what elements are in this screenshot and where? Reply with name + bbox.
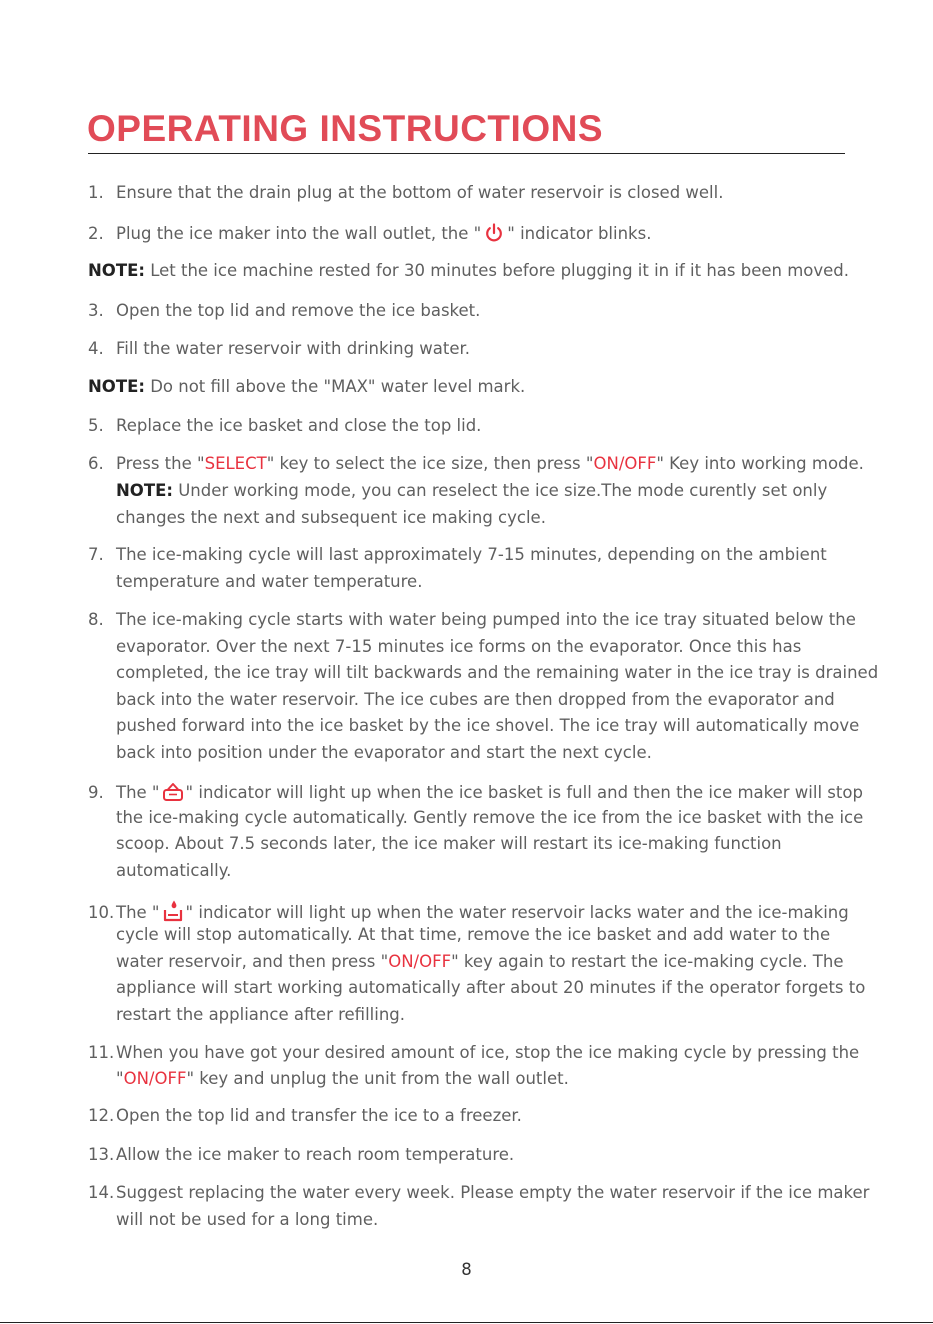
- step-text: " key and unplug the unit from the wall outlet.: [186, 1069, 569, 1088]
- step-text: Ensure that the drain plug at the bottom of water reservoir is closed well.: [116, 183, 724, 202]
- step-text: scoop. About 7.5 seconds later, the ice maker will restart its ice-making function: [116, 834, 782, 853]
- instruction-7: [88, 545, 827, 565]
- step-number: 1.: [88, 183, 104, 202]
- instruction-10-cont: [116, 978, 865, 998]
- instruction-6-note: [116, 481, 827, 501]
- step-text: Plug the ice maker into the wall outlet, the ": [116, 224, 482, 243]
- note-label: NOTE:: [116, 481, 173, 500]
- step-number: 13.: [88, 1145, 115, 1164]
- step-text: automatically.: [116, 861, 232, 880]
- instruction-9-cont: [116, 808, 863, 828]
- step-number: 14.: [88, 1183, 115, 1202]
- step-text: The ice-making cycle starts with water being pumped into the ice tray situated below the: [116, 610, 856, 629]
- step-text: will not be used for a long time.: [116, 1210, 379, 1229]
- instruction-11-cont: [116, 1069, 569, 1089]
- instruction-8-cont: [116, 637, 801, 657]
- note-label: NOTE:: [88, 261, 145, 280]
- step-text: Open the top lid and remove the ice basket.: [116, 301, 481, 320]
- ice-full-icon: [162, 781, 184, 808]
- instruction-8-cont: [116, 743, 652, 763]
- select-key-label: SELECT: [204, 454, 267, 473]
- page-number: 8: [461, 1260, 472, 1279]
- add-water-icon: [162, 899, 184, 928]
- step-text: back into position under the evaporator and start the next cycle.: [116, 743, 652, 762]
- step-text: When you have got your desired amount of ice, stop the ice making cycle by pressing the: [116, 1043, 860, 1062]
- step-number: 5.: [88, 416, 104, 435]
- step-text: Press the ": [116, 454, 205, 473]
- step-text-cont: " indicator blinks.: [507, 224, 652, 243]
- step-number: 12.: [88, 1106, 115, 1125]
- step-text-cont: " indicator will light up when the water reservoir lacks water and the ice-making: [185, 903, 849, 922]
- instruction-14: [88, 1183, 869, 1203]
- bottom-divider: [0, 1322, 933, 1323]
- instruction-4: [88, 339, 470, 359]
- step-text: Fill the water reservoir with drinking water.: [116, 339, 471, 358]
- step-text: Allow the ice maker to reach room temperature.: [116, 1145, 515, 1164]
- note-1: [88, 261, 849, 281]
- instruction-8-cont: [116, 663, 878, 683]
- step-text-cont: " indicator will light up when the ice basket is full and then the ice maker will stop: [185, 783, 863, 802]
- step-text: The ": [116, 783, 160, 802]
- step-number: 2.: [88, 224, 104, 243]
- instruction-1: [88, 183, 723, 203]
- step-number: 3.: [88, 301, 104, 320]
- instruction-13: [88, 1145, 514, 1165]
- step-text: water reservoir, and then press ": [116, 952, 389, 971]
- step-text: appliance will start working automatically after about 20 minutes if the operator forgets to: [116, 978, 866, 997]
- step-text: Open the top lid and transfer the ice to a freezer.: [116, 1106, 522, 1125]
- on-off-key-label: ON/OFF: [388, 952, 452, 971]
- step-text: cycle will stop automatically. At that time, remove the ice basket and add water to the: [116, 925, 831, 944]
- instruction-8: [88, 610, 856, 630]
- instruction-9: [88, 781, 863, 808]
- note-label: NOTE:: [88, 377, 145, 396]
- instruction-6: [88, 454, 864, 474]
- step-text: " Key into working mode.: [656, 454, 864, 473]
- power-icon: [483, 222, 505, 249]
- step-number: 11.: [88, 1043, 115, 1062]
- step-text: temperature and water temperature.: [116, 572, 423, 591]
- instruction-12: [88, 1106, 522, 1126]
- instruction-3: [88, 301, 480, 321]
- step-number: 10.: [88, 903, 115, 922]
- step-text: ": [116, 1069, 124, 1088]
- instruction-9-cont: [116, 861, 231, 881]
- note-text: Under working mode, you can reselect the ice size.The mode curently set only: [172, 481, 828, 500]
- step-text: pushed forward into the ice basket by the ice shovel. The ice tray will automatically move: [116, 716, 860, 735]
- step-number: 4.: [88, 339, 104, 358]
- step-text: The ice-making cycle will last approximately 7-15 minutes, depending on the ambient: [116, 545, 827, 564]
- instruction-10: [88, 899, 849, 928]
- step-number: 6.: [88, 454, 104, 473]
- step-text: restart the appliance after refilling.: [116, 1005, 406, 1024]
- step-text: " key again to restart the ice-making cycle. The: [451, 952, 844, 971]
- note-2: [88, 377, 525, 397]
- instruction-8-cont: [116, 716, 859, 736]
- step-text: Replace the ice basket and close the top lid.: [116, 416, 482, 435]
- step-number: 9.: [88, 783, 104, 802]
- instruction-6-note-cont: [116, 508, 546, 528]
- instruction-10-cont: [116, 925, 830, 945]
- step-text: The ": [116, 903, 160, 922]
- step-number: 7.: [88, 545, 104, 564]
- on-off-key-label: ON/OFF: [593, 454, 657, 473]
- note-text: Let the ice machine rested for 30 minutes before plugging it in if it has been moved.: [144, 261, 850, 280]
- note-text: changes the next and subsequent ice making cycle.: [116, 508, 546, 527]
- instruction-2: [88, 222, 651, 249]
- step-text: " key to select the ice size, then press ": [266, 454, 594, 473]
- title-divider: [88, 153, 845, 154]
- page-title: OPERATING INSTRUCTIONS: [87, 108, 603, 149]
- instruction-10-cont: [116, 952, 844, 972]
- note-text: Do not fill above the "MAX" water level mark.: [144, 377, 526, 396]
- instruction-8-cont: [116, 690, 835, 710]
- instruction-11: [88, 1043, 859, 1063]
- on-off-key-label: ON/OFF: [123, 1069, 187, 1088]
- step-text: the ice-making cycle automatically. Gently remove the ice from the ice basket with the ice: [116, 808, 864, 827]
- instruction-14-cont: [116, 1210, 378, 1230]
- instruction-9-cont: [116, 834, 782, 854]
- step-text: completed, the ice tray will tilt backwards and the remaining water in the ice tray is drained: [116, 663, 879, 682]
- step-number: 8.: [88, 610, 104, 629]
- instruction-7-cont: [116, 572, 422, 592]
- instruction-5: [88, 416, 481, 436]
- step-text: evaporator. Over the next 7-15 minutes ice forms on the evaporator. Once this has: [116, 637, 802, 656]
- step-text: back into the water reservoir. The ice cubes are then dropped from the evaporator and: [116, 690, 835, 709]
- step-text: Suggest replacing the water every week. Please empty the water reservoir if the ice maker: [116, 1183, 870, 1202]
- instruction-10-cont: [116, 1005, 405, 1025]
